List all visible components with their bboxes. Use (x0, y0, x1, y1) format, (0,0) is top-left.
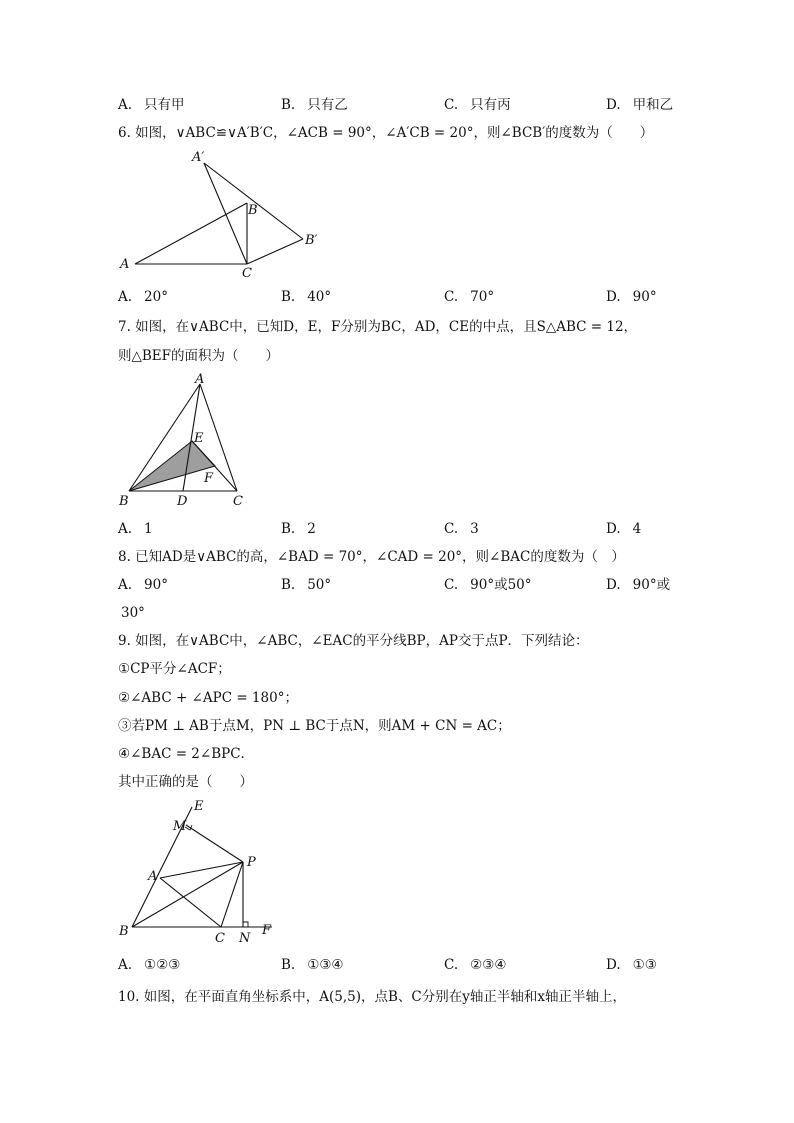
q7-option-b (281, 520, 316, 538)
option-label: C. (444, 957, 459, 973)
option-text: ①③④ (307, 957, 344, 973)
point-label-f: F (204, 471, 214, 486)
point-label-c: C (215, 931, 225, 946)
point-label-m: M (173, 819, 187, 834)
point-label-a-prime: A′ (192, 150, 205, 165)
segment-a1b1 (204, 163, 303, 239)
q8-option-a (118, 576, 168, 594)
option-label: D. (606, 289, 621, 305)
option-text: ②③④ (470, 957, 507, 973)
segment-cp (221, 862, 243, 927)
q5-option-d (606, 96, 673, 114)
q6-option-c (444, 288, 494, 306)
segment-a1c (204, 163, 247, 264)
option-label: A. (118, 97, 133, 113)
segment-ap (160, 862, 243, 878)
option-label: B. (281, 97, 296, 113)
q6-option-a (118, 288, 168, 306)
q7-option-c (444, 520, 479, 538)
point-label-n: N (239, 931, 251, 946)
q9-item-2: ②∠ABC + ∠APC = 180°； (118, 690, 298, 706)
q9-ask: 其中正确的是（ ） (118, 774, 253, 790)
q9-option-b (281, 956, 344, 974)
option-text: 甲和乙 (632, 97, 674, 113)
option-label: C. (444, 521, 459, 537)
q9-figure (115, 796, 285, 946)
point-label-a: A (120, 257, 130, 272)
option-label: A. (118, 289, 133, 305)
option-text: 90° (632, 289, 657, 305)
segment-b1c (247, 239, 303, 264)
point-label-p: P (247, 855, 256, 870)
q9-option-a (118, 956, 180, 974)
option-text: 只有甲 (144, 97, 185, 113)
point-label-b-prime: B′ (305, 233, 318, 248)
point-label-c: C (242, 266, 252, 281)
option-label: D. (606, 577, 621, 593)
option-text: 40° (307, 289, 332, 305)
q8-option-d (606, 576, 670, 594)
point-label-a: A (148, 869, 158, 884)
q7-stem-line2: 则△BEF的面积为（ ） (118, 348, 280, 364)
option-text: 4 (632, 521, 642, 537)
option-text: 50° (307, 577, 332, 593)
q7-figure (115, 372, 255, 512)
option-label: D. (606, 957, 621, 973)
point-label-c: C (233, 494, 243, 509)
shaded-triangle-bef (129, 441, 215, 491)
option-label: A. (118, 957, 133, 973)
option-text: ①②③ (144, 957, 181, 973)
option-label: D. (606, 521, 621, 537)
option-text: 3 (470, 521, 479, 537)
option-label: C. (444, 577, 459, 593)
q5-option-a (118, 96, 185, 114)
q8-stem: 8. 已知AD是∨ABC的高，∠BAD = 70°，∠CAD = 20°，则∠BAC的度数为（ ） (118, 549, 625, 565)
option-text: 只有乙 (307, 97, 348, 113)
q6-option-d (606, 288, 657, 306)
point-label-a: A (195, 372, 205, 387)
option-text: 1 (144, 521, 153, 537)
option-label: B. (281, 521, 296, 537)
option-label: C. (444, 289, 459, 305)
option-label: D. (606, 97, 621, 113)
option-label: B. (281, 577, 296, 593)
segment-mp (186, 825, 243, 862)
point-label-f: F (262, 923, 272, 938)
option-text: ①③ (632, 957, 657, 973)
point-label-b: B (119, 494, 129, 509)
q8-option-b (281, 576, 331, 594)
point-label-e: E (194, 799, 204, 814)
q10-stem: 10. 如图，在平面直角坐标系中，A(5,5)，点B、C分别在y轴正半轴和x轴正半轴上， (118, 989, 627, 1005)
q9-item-3: ③若PM ⊥ AB于点M，PN ⊥ BC于点N，则AM + CN = AC； (118, 718, 511, 734)
option-text: 70° (470, 289, 495, 305)
q5-option-b (281, 96, 348, 114)
option-label: B. (281, 289, 296, 305)
point-label-e: E (194, 431, 204, 446)
point-label-d: D (177, 494, 188, 509)
q7-option-a (118, 520, 153, 538)
q5-option-c (444, 96, 511, 114)
segment-ab (135, 203, 247, 264)
q9-option-d (606, 956, 657, 974)
q7-option-d (606, 520, 641, 538)
q9-option-c (444, 956, 506, 974)
q6-stem: 6. 如图，∨ABC≌∨A′B′C，∠ACB = 90°，∠A′CB = 20°，则∠BCB′的度数为（ ） (118, 125, 654, 141)
option-text: 2 (307, 521, 316, 537)
q9-stem: 9. 如图，在∨ABC中，∠ABC，∠EAC的平分线BP，AP交于点P．下列结论： (118, 633, 589, 649)
option-text: 只有丙 (470, 97, 511, 113)
right-angle-mark-n (243, 922, 248, 927)
segment-ac (160, 878, 221, 927)
option-text: 90°或50° (470, 577, 532, 593)
option-text: 90° (144, 577, 168, 593)
q6-option-b (281, 288, 331, 306)
point-label-b: B (119, 924, 129, 939)
option-text: 20° (144, 289, 168, 305)
option-text: 90°或 (632, 577, 671, 593)
option-label: C. (444, 97, 459, 113)
q6-figure (110, 145, 340, 285)
option-label: B. (281, 957, 296, 973)
option-label: A. (118, 577, 133, 593)
q8-option-c (444, 576, 532, 594)
point-label-b: B (248, 203, 258, 218)
option-label: A. (118, 521, 133, 537)
q9-item-1: ①CP平分∠ACF； (118, 661, 231, 677)
q8-option-d-wrap: 30° (121, 605, 145, 621)
q7-stem-line1: 7. 如图，在∨ABC中，已知D，E，F分别为BC，AD，CE的中点，且S△ABC = 12， (118, 319, 638, 335)
q9-item-4: ④∠BAC = 2∠BPC． (118, 746, 255, 762)
